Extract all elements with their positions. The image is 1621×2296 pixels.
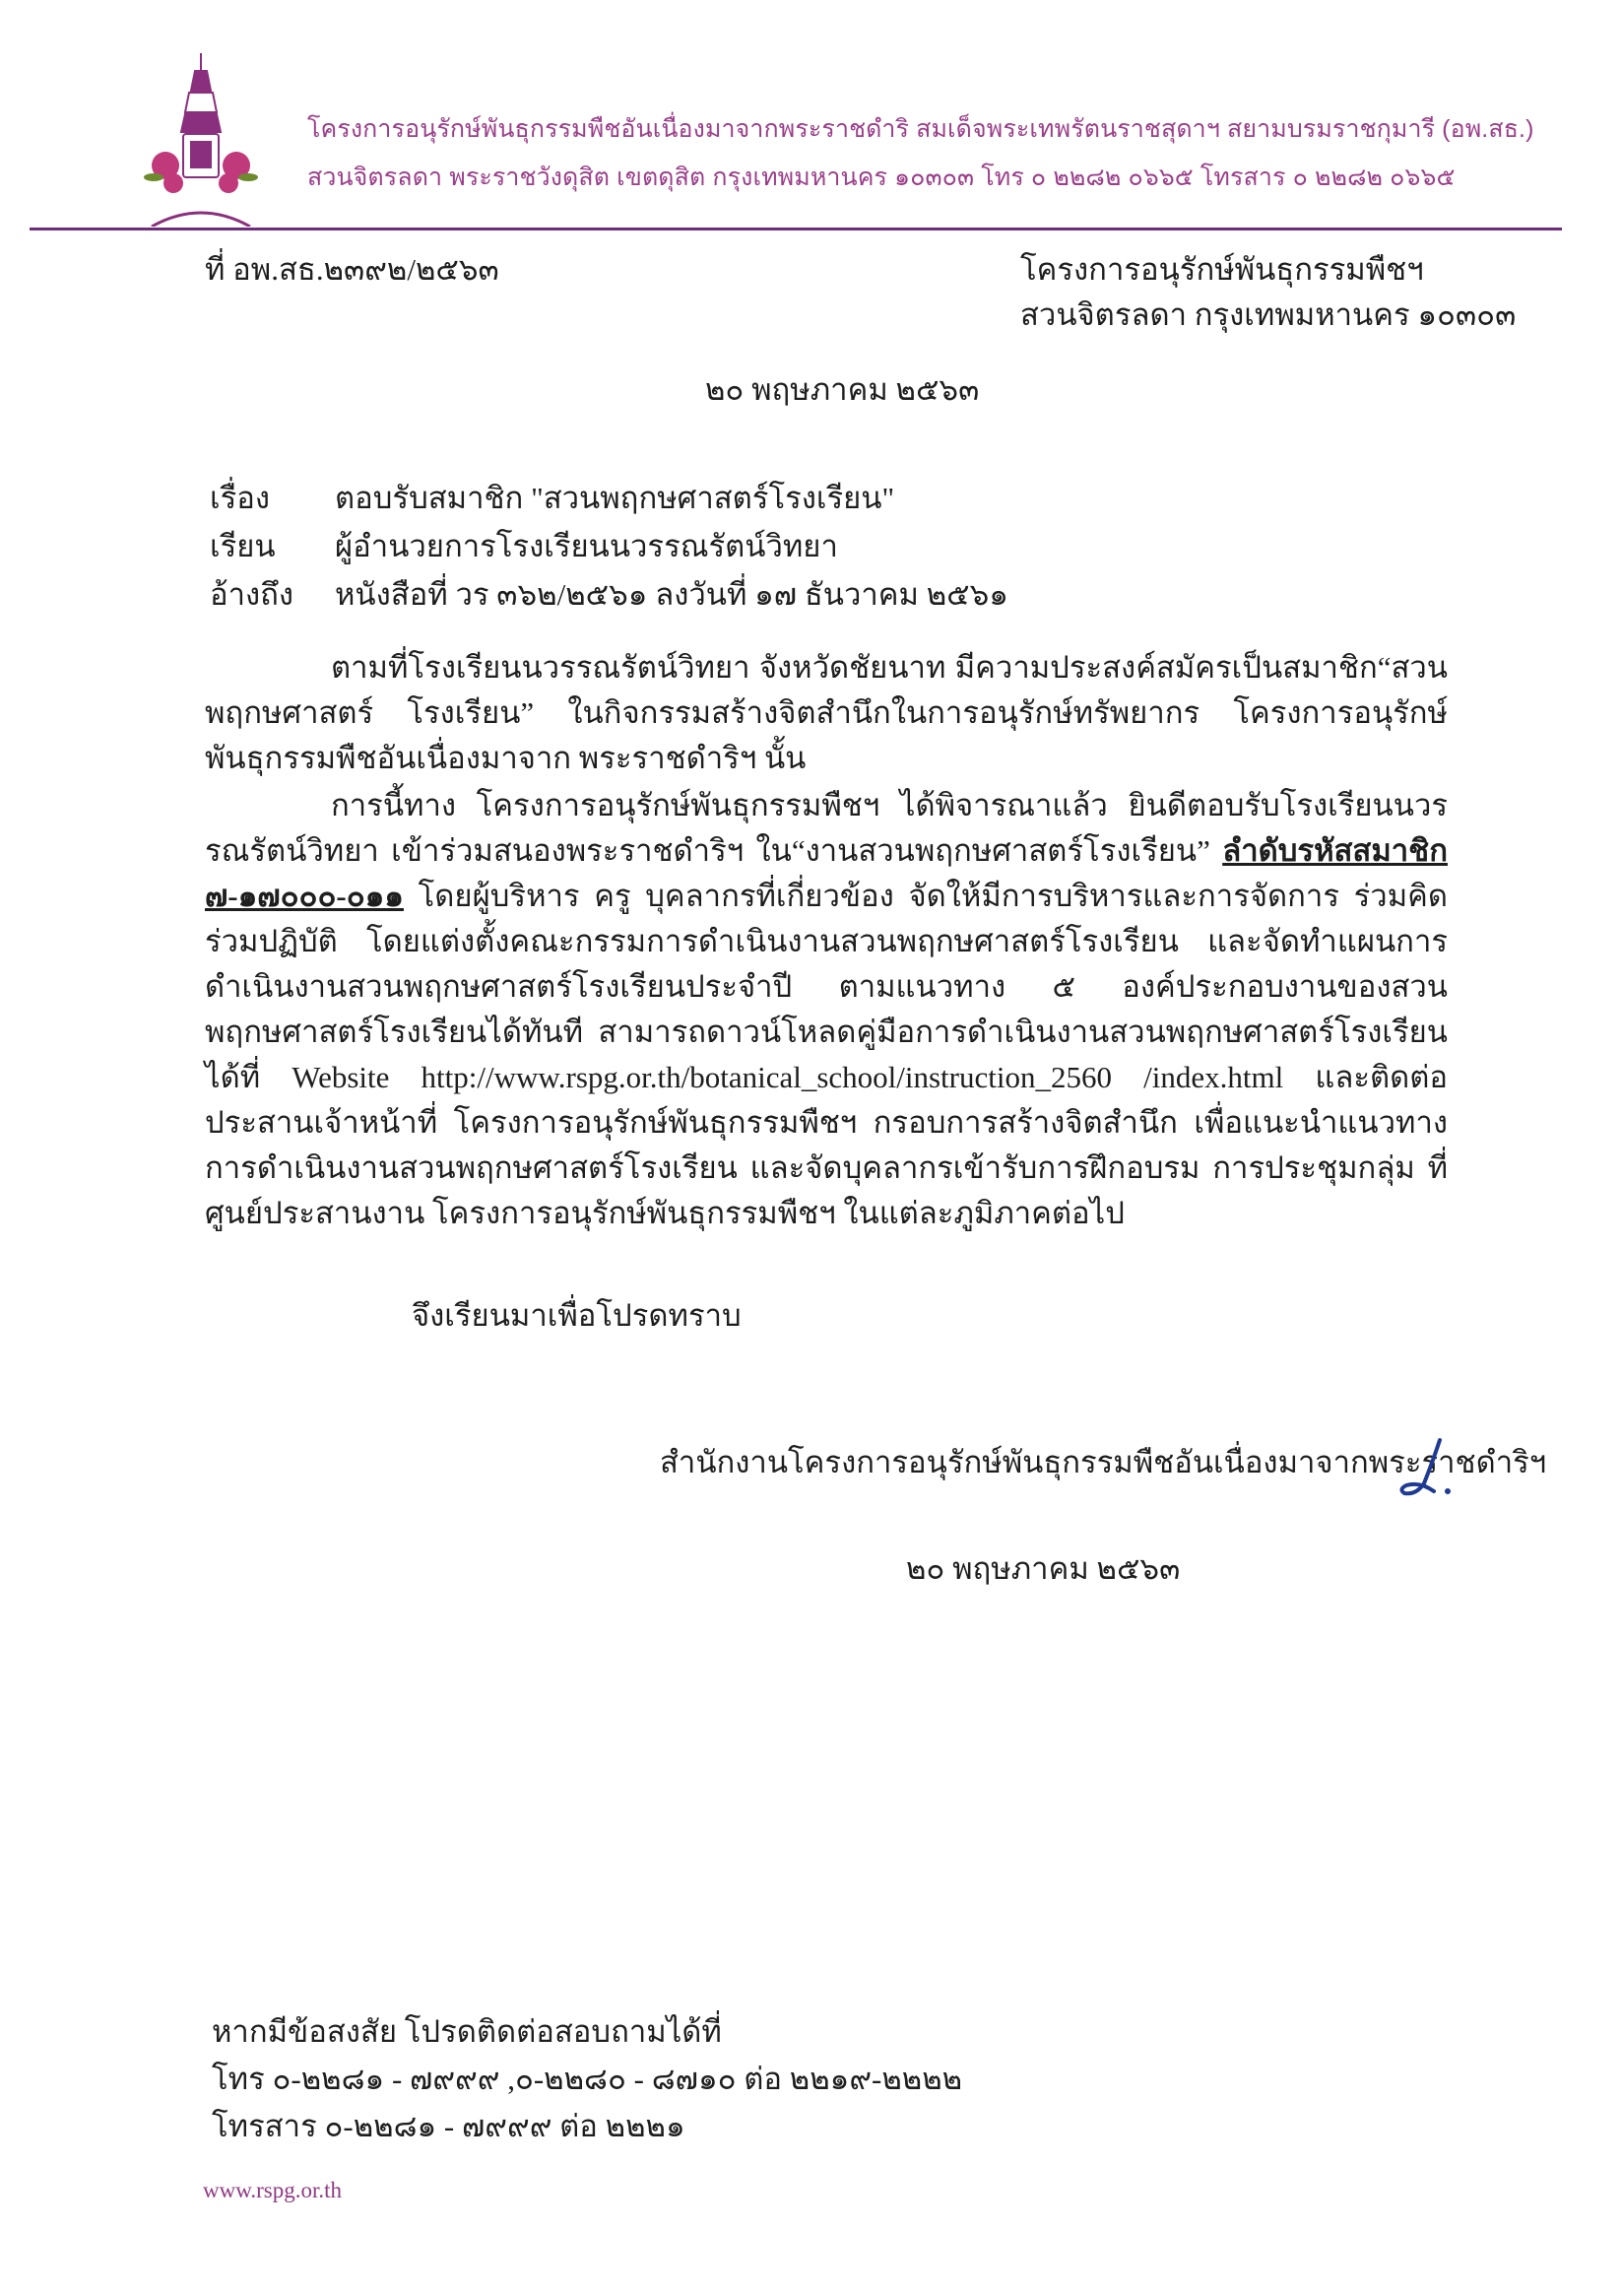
body-paragraph-1: ตามที่โรงเรียนนวรรณรัตน์วิทยา จังหวัดชัยนาท มีความประสงค์สมัครเป็นสมาชิก“สวนพฤกษศาสตร์ โรงเรียน” ในกิจกรรมสร้างจิตสำนึกในการอนุรักษ์ทรัพยากร โครงการอนุรักษ์พันธุกรรมพืชอันเนื่องมาจาก พระราชดำริฯ นั้น [205,650,1448,775]
reference-row [210,572,1431,621]
reference-value: หนังสือที่ วร ๓๖๒/๒๕๖๑ ลงวันที่ ๑๗ ธันวาคม ๒๕๖๑ [335,577,1008,612]
contact-phone: โทร ๐-๒๒๘๑ - ๗๙๙๙ ,๐-๒๒๘๐ - ๘๗๑๐ ต่อ ๒๒๑๙-๒๒๒๒ [212,2062,963,2096]
contact-intro: หากมีข้อสงสัย โปรดติดต่อสอบถามได้ที่ [212,2014,722,2049]
recipient-row [210,524,1431,572]
website-link[interactable]: www.rspg.or.th [203,2178,342,2202]
signature-date: ๒๐ พฤษภาคม ๒๕๖๓ [906,1551,1181,1586]
letterhead-org-line: โครงการอนุรักษ์พันธุกรรมพืชอันเนื่องมาจากพระราชดำริ สมเด็จพระเทพรัตนราชสุดาฯ สยามบรมราชกุมารี (อพ.สธ.) [307,115,1534,143]
sender-address-line: สวนจิตรลดา กรุงเทพมหานคร ๑๐๓๐๓ [1020,297,1517,332]
letterhead-address-line: สวนจิตรลดา พระราชวังดุสิต เขตดุสิต กรุงเทพมหานคร ๑๐๓๐๓ โทร ๐ ๒๒๘๒ ๐๖๖๕ โทรสาร ๐ ๒๒๘๒ ๐๖๖๕ [307,164,1456,191]
reference-label: อ้างถึง [210,577,294,612]
body-paragraph-2 [205,783,1448,1236]
contact-fax: โทรสาร ๐-๒๒๘๑ - ๗๙๙๙ ต่อ ๒๒๒๑ [212,2109,685,2143]
subject-label: เรื่อง [210,481,271,515]
paragraph-2-continuation: โดยผู้บริหาร ครู บุคลากรที่เกี่ยวข้อง จัดให้มีการบริหารและการจัดการ ร่วมคิด ร่วมปฏิบัติ โดยแต่งตั้งคณะกรรมการดำเนินงานสวนพฤกษศาสตร์โรงเรียน และจัดทำแผนการดำเนินงานสวนพฤกษศาสตร์โรงเรียนประจำปี ตามแนวทาง ๕ องค์ประกอบงานของสวนพฤกษศาสตร์โรงเรียนได้ทันที สามารถดาวน์โหลดคู่มือการดำเนินงานสวนพฤกษศาสตร์โรงเรียนได้ที่ Website http://www.rspg.or.th/botanical_school/instruction_2560 /index.html และติดต่อประสานเจ้าหน้าที่ โครงการอนุรักษ์พันธุกรรมพืชฯ กรอบการสร้างจิตสำนึก เพื่อแนะนำแนวทางการดำเนินงานสวนพฤกษศาสตร์โรงเรียน และจัดบุคลากรเข้ารับการฝึกอบรม การประชุมกลุ่ม ที่ศูนย์ประสานงาน โครงการอนุรักษ์พันธุกรรมพืชฯ ในแต่ละภูมิภาคต่อไป [205,879,1448,1230]
letter-date: ๒๐ พฤษภาคม ๒๕๖๓ [705,372,980,407]
recipient-label: เรียน [210,529,276,563]
sender-address [1020,247,1516,338]
paragraph-2-opening: การนี้ทาง โครงการอนุรักษ์พันธุกรรมพืชฯ ได้พิจารณาแล้ว ยินดีตอบรับโรงเรียนนวรรณรัตน์วิทยา เข้าร่วมสนองพระราชดำริฯ ใน“งานสวนพฤกษศาสตร์โรงเรียน” [205,788,1448,868]
signer-office: สำนักงานโครงการอนุรักษ์พันธุกรรมพืชอันเนื่องมาจากพระราชดำริฯ [660,1445,1547,1479]
closing-line: จึงเรียนมาเพื่อโปรดทราบ [412,1298,742,1333]
reference-number: ที่ อพ.สธ.๒๓๙๒/๒๕๖๓ [205,252,499,287]
letterhead-divider [30,228,1562,230]
subject-value: ตอบรับสมาชิก "สวนพฤกษศาสตร์โรงเรียน" [335,481,895,515]
rspg-emblem-logo [140,51,262,227]
member-code: ลำดับรหัสสมาชิก ๗-๑๗๐๐๐-๐๑๑ [205,833,1448,913]
subject-row [210,476,1431,524]
contact-block [212,2009,962,2151]
signature-mark [1396,1434,1458,1501]
recipient-value: ผู้อำนวยการโรงเรียนนวรรณรัตน์วิทยา [335,529,838,563]
sender-address-line: โครงการอนุรักษ์พันธุกรรมพืชฯ [1020,252,1424,287]
letter-meta [210,476,1431,621]
